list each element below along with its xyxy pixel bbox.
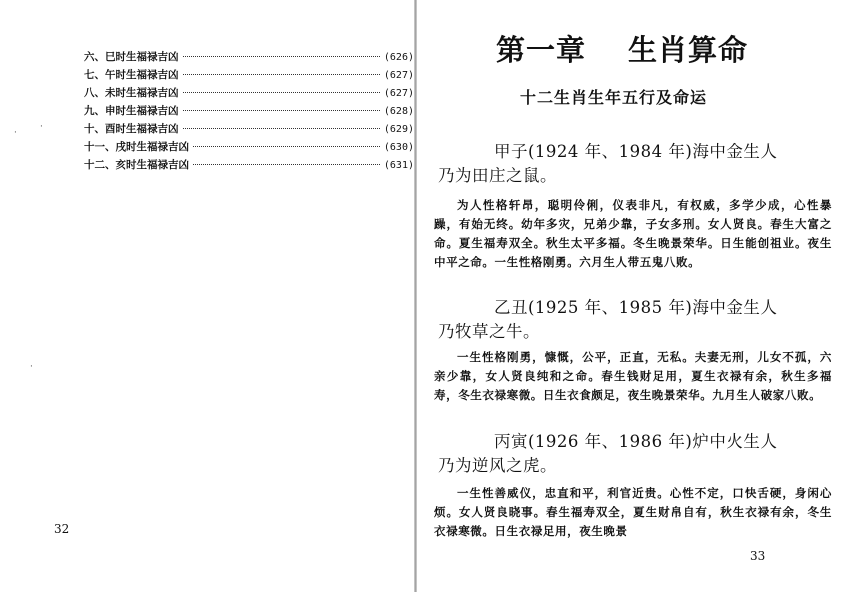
toc-leader-dots	[183, 73, 380, 75]
toc-entry-page: (627)	[383, 88, 414, 99]
toc-entry[interactable]	[84, 48, 414, 66]
toc-leader-dots	[193, 163, 380, 165]
scan-speck: ·	[30, 362, 33, 372]
scan-speck: ·	[14, 128, 17, 138]
toc-entry-label: 十二、亥时生福禄吉凶	[84, 159, 189, 171]
toc-entry-page: (629)	[383, 124, 414, 135]
entry-heading	[438, 296, 838, 344]
toc-leader-dots	[183, 109, 380, 111]
chapter-title	[496, 28, 836, 69]
toc-leader-dots	[183, 91, 380, 93]
entry-paragraph: 一生性格刚勇，慷慨，公平，正直，无私。夫妻无刑，儿女不孤，六亲少靠，女人贤良纯和之命。春生钱财足用，夏生衣禄有余，秋生多福寿，冬生衣禄寒微。日生衣食颇足，夜生晚景荣华。九月生人破家八败。	[434, 350, 832, 402]
toc-entry-label: 十一、戌时生福禄吉凶	[84, 141, 189, 153]
toc-entry[interactable]	[84, 120, 414, 138]
chapter-name: 生肖算命	[628, 33, 749, 67]
entry-body	[434, 196, 832, 272]
toc-entry-page: (628)	[383, 106, 414, 117]
toc-entry-page: (630)	[383, 142, 414, 153]
chapter-number: 第一章	[496, 33, 587, 67]
entry-heading-line: 乃牧草之牛。	[438, 322, 540, 341]
entry-heading	[438, 430, 838, 478]
entry-paragraph: 为人性格轩昂，聪明伶俐，仪表非凡，有权威，多学少成，心性暴躁，有始无终。幼年多灾，兄弟少靠，子女多刑。女人贤良。春生大富之命。夏生福寿双全。秋生太平多福。冬生晚景荣华。日生能创祖业。夜生中平之命。一生性格刚勇。六月生人带五鬼八败。	[434, 198, 832, 269]
left-page	[0, 0, 418, 592]
toc-entry-label: 六、巳时生福禄吉凶	[84, 51, 179, 63]
toc-entry[interactable]	[84, 156, 414, 174]
toc-entry[interactable]	[84, 66, 414, 84]
toc-entry-label: 七、午时生福禄吉凶	[84, 69, 179, 81]
entry-body	[434, 484, 832, 541]
entry-heading-line: 甲子(1924 年、1984 年)海中金生人	[494, 142, 778, 161]
toc-entry-page: (626)	[383, 52, 414, 63]
entry-body	[434, 348, 832, 405]
toc-entry-page: (631)	[383, 160, 414, 171]
toc-entry-label: 八、未时生福禄吉凶	[84, 87, 179, 99]
page-number: 32	[54, 522, 70, 536]
table-of-contents	[84, 48, 414, 174]
toc-leader-dots	[183, 55, 380, 57]
entry-heading	[438, 140, 838, 188]
section-title: 十二生肖生年五行及命运	[520, 88, 708, 107]
entry-paragraph: 一生性善威仪，忠直和平，利官近贵。心性不定，口快舌硬，身闲心烦。女人贤良晓事。春生福寿双全，夏生财帛自有，秋生衣禄有余，冬生衣禄寒微。日生衣禄足用，夜生晚景	[434, 486, 832, 538]
toc-entry-label: 九、申时生福禄吉凶	[84, 105, 179, 117]
book-gutter	[414, 0, 417, 592]
toc-entry[interactable]	[84, 138, 414, 156]
toc-entry-label: 十、酉时生福禄吉凶	[84, 123, 179, 135]
scan-speck: ·	[40, 122, 43, 132]
right-page	[418, 0, 850, 592]
page-number: 33	[750, 549, 766, 563]
toc-leader-dots	[193, 145, 380, 147]
entry-heading-line: 丙寅(1926 年、1986 年)炉中火生人	[494, 432, 778, 451]
toc-entry[interactable]	[84, 102, 414, 120]
entry-heading-line: 乃为田庄之鼠。	[438, 166, 557, 185]
toc-entry[interactable]	[84, 84, 414, 102]
toc-leader-dots	[183, 127, 380, 129]
toc-entry-page: (627)	[383, 70, 414, 81]
entry-heading-line: 乙丑(1925 年、1985 年)海中金生人	[494, 298, 778, 317]
entry-heading-line: 乃为逆风之虎。	[438, 456, 557, 475]
